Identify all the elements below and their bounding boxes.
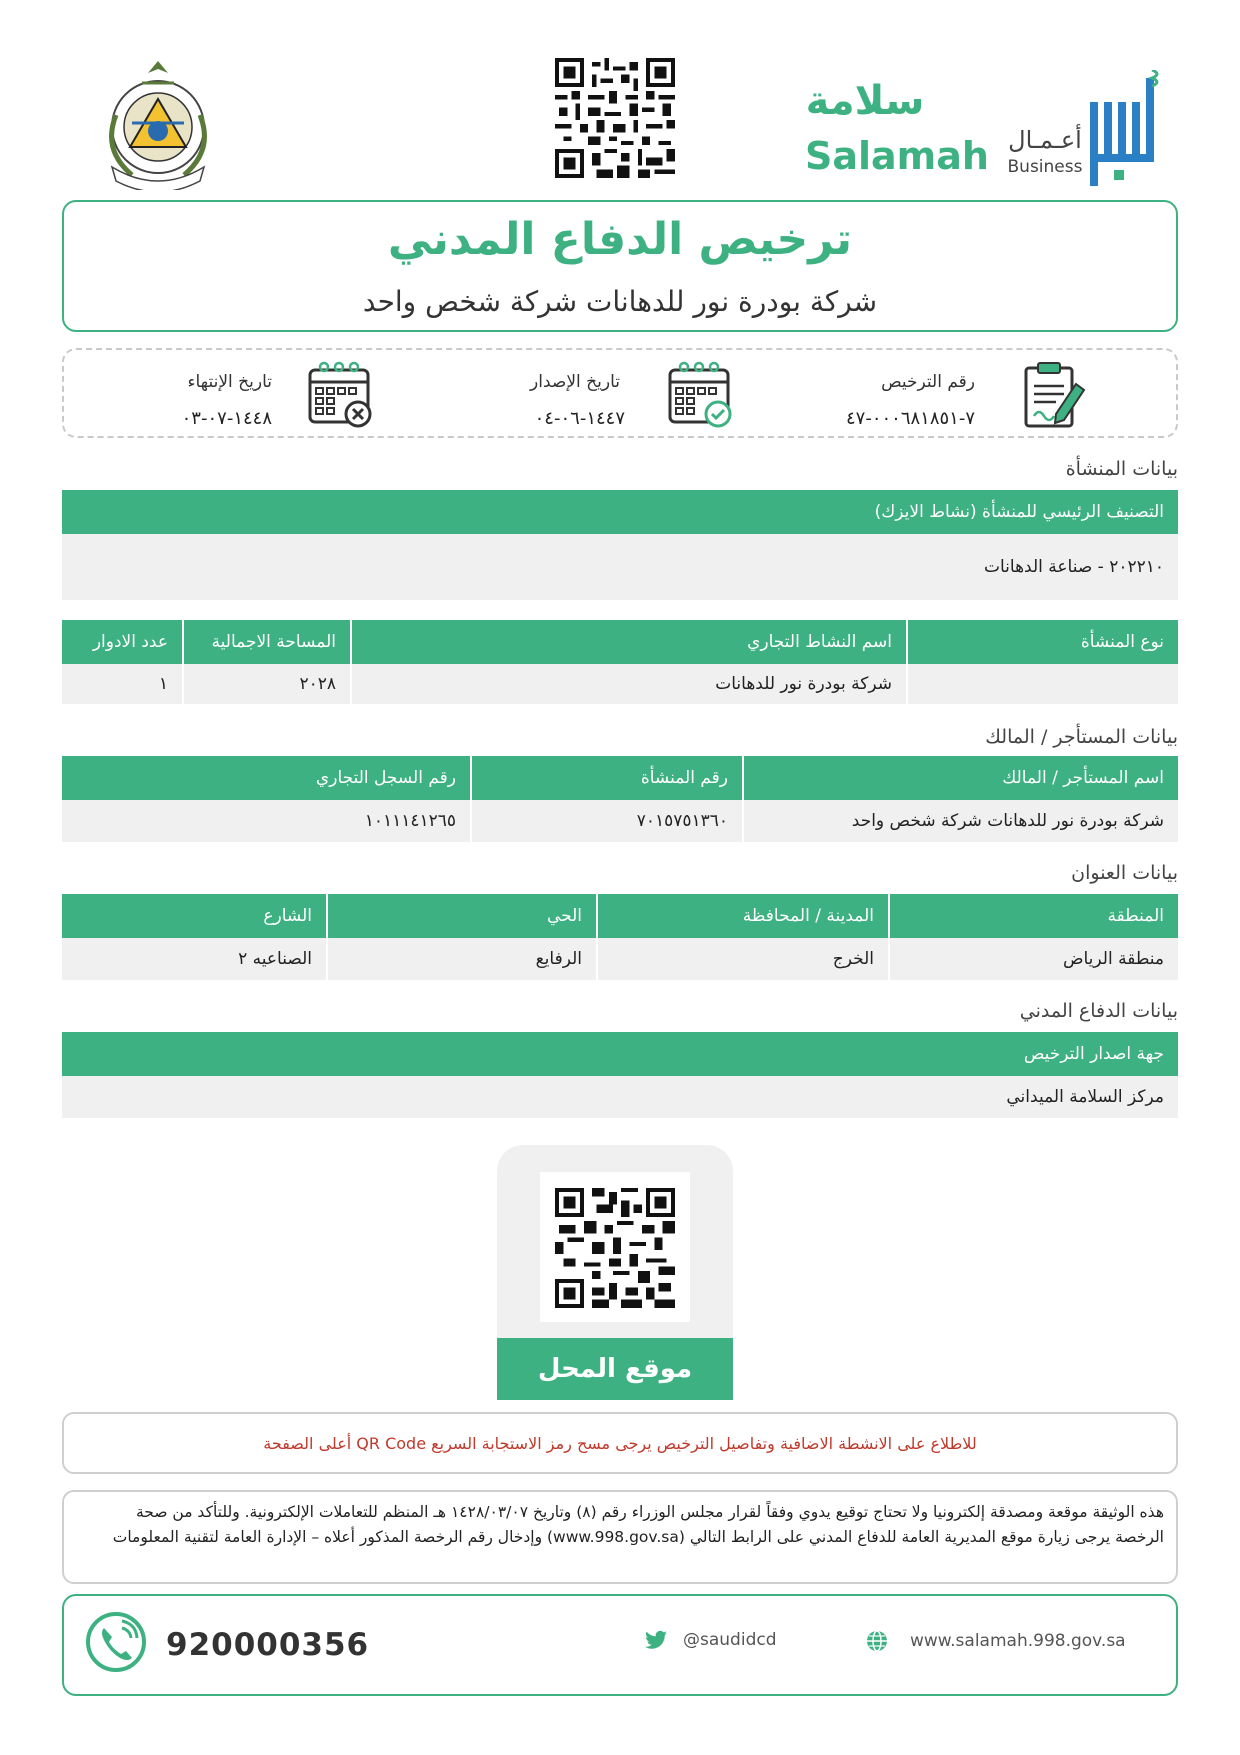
civil-defense-emblem-icon (92, 55, 224, 190)
total-area-header: المساحة الاجمالية (182, 620, 350, 664)
website-link[interactable]: www.salamah.998.gov.sa (910, 1631, 1126, 1651)
owner-section-label: بيانات المستأجر / المالك (985, 726, 1178, 748)
abshir-logo-icon (1090, 70, 1170, 188)
street-header: الشارع (62, 894, 326, 938)
phone-icon (84, 1610, 148, 1674)
activity-name-header: اسم النشاط التجاري (350, 620, 906, 664)
facility-table (62, 620, 1178, 704)
issuer-value: مركز السلامة الميداني (1006, 1087, 1164, 1107)
location-qr-code-icon[interactable] (555, 1188, 675, 1308)
commercial-register-value: ١٠١١١٤١٢٦٥ (364, 811, 456, 831)
activity-name-value: شركة بودرة نور للدهانات (350, 664, 906, 704)
address-section-label: بيانات العنوان (1071, 862, 1178, 884)
salamah-logo-english: Salamah (805, 134, 989, 178)
classification-header: التصنيف الرئيسي للمنشأة (نشاط الايزك) (62, 490, 1178, 534)
owner-name-header: اسم المستأجر / المالك (742, 756, 1178, 800)
globe-icon (866, 1630, 888, 1652)
address-table (62, 894, 1178, 980)
calendar-x-icon (306, 360, 376, 430)
civil-defense-section-label: بيانات الدفاع المدني (1019, 1000, 1178, 1022)
license-number-value: ٧-٠٠٠٦٨١٨٥١-٤٧ (845, 408, 975, 429)
facility-type-value (906, 664, 1178, 704)
license-number-label: رقم الترخيص (881, 372, 975, 392)
amal-logo-english: Business (1007, 157, 1083, 177)
calendar-check-icon (666, 360, 736, 430)
commercial-register-header: رقم السجل التجاري (62, 756, 470, 800)
disclaimer-text: هذه الوثيقة موقعة ومصدقة إلكترونيا ولا تحتاج توقيع يدوي وفقاً لقرار مجلس الوزراء رقم (٨) وتاريخ ١٤٢٨/٠٣/٠٧ هـ المنظم للتعاملات الإلكترونية. وللتأكد من صحة الرخصة يرجى زيارة موقع المديرية العامة للدفاع المدني على الرابط التالي (www.998.gov.sa) وإدخال رقم الرخصة المذكور أعلاه – الإدارة العامة لتقنية المعلومات (112, 1503, 1164, 1546)
issue-date-label: تاريخ الإصدار (530, 372, 620, 392)
owner-table (62, 756, 1178, 842)
facility-section-label: بيانات المنشأة (1065, 458, 1178, 480)
district-value: الرفايع (326, 938, 596, 980)
facility-number-value: ٧٠١٥٧٥١٣٦٠ (470, 800, 742, 842)
issue-date-value: ١٤٤٧-٠٦-٠٤ (534, 408, 625, 429)
issuer-table (62, 1032, 1178, 1118)
district-header: الحي (326, 894, 596, 938)
floors-value: ١ (158, 674, 168, 694)
classification-table (62, 490, 1178, 600)
twitter-icon (645, 1630, 667, 1650)
amal-logo-arabic: أعـمـال (1008, 126, 1082, 154)
classification-value: ٢٠٢٢١٠ - صناعة الدهانات (983, 557, 1164, 577)
qr-code-icon[interactable] (555, 58, 675, 178)
clipboard-icon (1020, 360, 1090, 430)
page-title: ترخيص الدفاع المدني (387, 214, 853, 265)
phone-number[interactable]: 920000356 (166, 1627, 370, 1663)
facility-number-header: رقم المنشأة (470, 756, 742, 800)
facility-type-header: نوع المنشأة (906, 620, 1178, 664)
expiry-date-label: تاريخ الإنتهاء (187, 372, 272, 392)
expiry-date-value: ١٤٤٨-٠٧-٠٣ (181, 408, 272, 429)
region-header: المنطقة (888, 894, 1178, 938)
twitter-handle[interactable]: @saudidcd (683, 1630, 777, 1650)
city-value: الخرج (596, 938, 888, 980)
city-header: المدينة / المحافظة (596, 894, 888, 938)
company-name: شركة بودرة نور للدهانات شركة شخص واحد (362, 285, 878, 318)
owner-name-value: شركة بودرة نور للدهانات شركة شخص واحد (742, 800, 1178, 842)
salamah-logo-arabic: سلامة (805, 78, 925, 124)
issuer-header: جهة اصدار الترخيص (62, 1032, 1178, 1076)
region-value: منطقة الرياض (888, 938, 1178, 980)
total-area-value: ٢٠٢٨ (182, 664, 350, 704)
location-button[interactable]: موقع المحل (497, 1338, 733, 1400)
floors-header: عدد الادوار (62, 620, 182, 664)
qr-notice-text: للاطلاع على الانشطة الاضافية وتفاصيل الترخيص يرجى مسح رمز الاستجابة السريع QR Code أعلى الصفحة (263, 1434, 977, 1453)
street-value: الصناعيه ٢ (238, 949, 312, 969)
